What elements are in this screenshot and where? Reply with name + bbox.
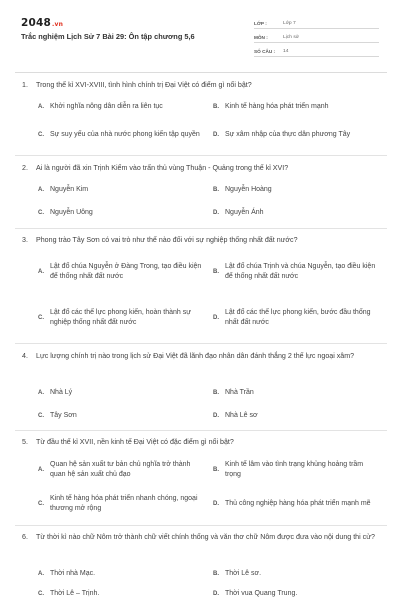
option-text: Thời Lê sơ.	[225, 570, 262, 577]
option-a[interactable]	[36, 183, 206, 197]
question-body: Lực lượng chính trị nào trong lịch sử Đại Việt đã lãnh đạo nhân dân đánh thắng 2 thế lực ngoại xâm?	[36, 352, 355, 360]
meta-row-subject	[254, 29, 379, 43]
option-letter: C.	[38, 132, 44, 138]
option-letter: A.	[38, 187, 44, 193]
option-text: Quan hệ sản xuất tư bản chủ nghĩa trở thành quan hệ sản xuất chủ đạo	[50, 461, 191, 478]
option-letter: B.	[213, 269, 219, 275]
question-5	[22, 437, 382, 512]
question-body: Ai là người đã xin Trịnh Kiểm vào trấn thủ vùng Thuận - Quảng trong thế kỉ XVI?	[36, 164, 289, 172]
option-c[interactable]	[36, 123, 206, 147]
question-3	[22, 235, 382, 326]
question-text	[22, 80, 382, 91]
option-letter: C.	[38, 315, 44, 321]
option-letter: D.	[213, 591, 219, 597]
option-c[interactable]	[36, 302, 206, 334]
question-1	[22, 80, 382, 138]
option-text: Nguyễn Kim	[50, 186, 89, 193]
option-letter: C.	[38, 413, 44, 419]
option-text: Lật đổ các thế lực phong kiến, hoàn thành sự nghiệp thống nhất đất nước	[50, 309, 191, 326]
option-text: Kinh tế hàng hóa phát triển nhanh chóng, ngoại thương mở rộng	[50, 495, 198, 512]
option-text: Khởi nghĩa nông dân diễn ra liên tục	[50, 103, 163, 110]
option-d[interactable]	[211, 588, 381, 600]
option-text: Lật đổ các thế lực phong kiến, bước đầu thống nhất đất nước	[225, 309, 371, 326]
option-letter: A.	[38, 571, 44, 577]
logo-suffix: .vn	[52, 21, 64, 28]
option-text: Thời Lê – Trịnh.	[50, 590, 100, 597]
option-c[interactable]	[36, 409, 206, 423]
quiz-title: Trắc nghiệm Lịch Sử 7 Bài 29: Ôn tập chương 5,6	[21, 32, 195, 41]
option-text: Nhà Trần	[225, 389, 254, 396]
option-b[interactable]	[211, 97, 381, 117]
option-letter: D.	[213, 501, 219, 507]
option-text: Thủ công nghiệp hàng hóa phát triển mạnh mẽ	[225, 500, 371, 507]
option-letter: D.	[213, 210, 219, 216]
question-number: 1.	[22, 81, 28, 89]
question-divider	[15, 430, 387, 431]
question-number: 4.	[22, 352, 28, 360]
option-text: Lật đổ chúa Nguyễn ở Đàng Trong, tạo điều kiện để thống nhất đất nước	[50, 263, 202, 280]
question-text	[22, 437, 382, 448]
question-body: Từ đầu thế kỉ XVII, nền kinh tế Đại Việt có đặc điểm gì nổi bật?	[36, 438, 234, 446]
option-d[interactable]	[211, 302, 381, 334]
question-6	[22, 532, 382, 597]
option-letter: A.	[38, 467, 44, 473]
question-divider	[15, 343, 387, 344]
meta-label: SỐ CÂU :	[254, 49, 276, 54]
option-a[interactable]	[36, 458, 206, 482]
option-text: Sự suy yếu của nhà nước phong kiến tập quyền	[50, 131, 200, 138]
question-divider	[15, 228, 387, 229]
question-number: 6.	[22, 533, 28, 541]
meta-label: LỚP :	[254, 21, 267, 26]
question-text	[22, 235, 382, 246]
option-letter: B.	[213, 104, 219, 110]
question-body: Từ thời kì nào chữ Nôm trở thành chữ viết chính thống và văn thơ chữ Nôm được đưa vào nội dung thi cử?	[36, 533, 375, 541]
option-letter: D.	[213, 132, 219, 138]
option-letter: A.	[38, 104, 44, 110]
question-divider	[15, 155, 387, 156]
question-text	[22, 351, 382, 362]
option-text: Nhà Lý	[50, 389, 73, 396]
option-letter: A.	[38, 269, 44, 275]
question-body: Phong trào Tây Sơn có vai trò như thế nào đối với sự nghiệp thống nhất đất nước?	[36, 236, 298, 244]
option-letter: C.	[38, 210, 44, 216]
question-2	[22, 163, 382, 216]
option-d[interactable]	[211, 206, 381, 220]
option-c[interactable]	[36, 206, 206, 220]
question-4	[22, 351, 382, 419]
meta-value: Lớp 7	[283, 21, 296, 26]
option-a[interactable]	[36, 386, 206, 400]
option-letter: B.	[213, 187, 219, 193]
option-b[interactable]	[211, 567, 381, 581]
question-text	[22, 532, 382, 543]
option-b[interactable]	[211, 386, 381, 400]
question-divider	[15, 525, 387, 526]
option-text: Lật đổ chúa Trịnh và chúa Nguyễn, tạo điều kiện để thống nhất đất nước	[225, 263, 376, 280]
option-text: Thời vua Quang Trung.	[225, 590, 298, 597]
option-b[interactable]	[211, 183, 381, 197]
option-letter: B.	[213, 467, 219, 473]
question-text	[22, 163, 382, 174]
option-text: Kinh tế hàng hóa phát triển mạnh	[225, 103, 329, 110]
quiz-meta	[254, 15, 379, 57]
option-text: Thời nhà Mạc.	[50, 570, 96, 577]
option-text: Tây Sơn	[50, 412, 77, 419]
option-d[interactable]	[211, 123, 381, 147]
option-letter: B.	[213, 390, 219, 396]
meta-row-count	[254, 43, 379, 57]
logo-main: 2048	[21, 17, 52, 29]
option-letter: C.	[38, 591, 44, 597]
option-a[interactable]	[36, 256, 206, 288]
option-text: Nhà Lê sơ	[225, 412, 258, 419]
option-text: Nguyễn Ánh	[225, 209, 264, 216]
meta-label: MÔN :	[254, 35, 268, 40]
meta-row-class	[254, 15, 379, 29]
option-d[interactable]	[211, 409, 381, 423]
header-divider	[15, 72, 387, 73]
option-letter: D.	[213, 413, 219, 419]
option-letter: B.	[213, 571, 219, 577]
option-letter: A.	[38, 390, 44, 396]
option-d[interactable]	[211, 492, 381, 516]
option-letter: D.	[213, 315, 219, 321]
question-number: 2.	[22, 164, 28, 172]
option-c[interactable]	[36, 588, 206, 600]
site-logo[interactable]	[21, 17, 63, 29]
option-text: Sự xâm nhập của thực dân phương Tây	[225, 131, 351, 138]
question-number: 5.	[22, 438, 28, 446]
option-a[interactable]	[36, 97, 206, 117]
option-c[interactable]	[36, 492, 206, 516]
option-b[interactable]	[211, 256, 381, 288]
option-text: Kinh tế lâm vào tình trạng khủng hoảng trầm trọng	[225, 461, 364, 478]
question-body: Trong thế kỉ XVI-XVIII, tình hình chính trị Đại Việt có điểm gì nổi bật?	[36, 81, 252, 89]
option-b[interactable]	[211, 458, 381, 482]
option-a[interactable]	[36, 567, 206, 581]
option-text: Nguyễn Hoàng	[225, 186, 272, 193]
option-text: Nguyễn Uông	[50, 209, 93, 216]
meta-value: Lịch sử	[283, 35, 300, 40]
question-number: 3.	[22, 236, 28, 244]
meta-value: 14	[283, 49, 289, 54]
page-header	[0, 0, 400, 68]
option-letter: C.	[38, 501, 44, 507]
